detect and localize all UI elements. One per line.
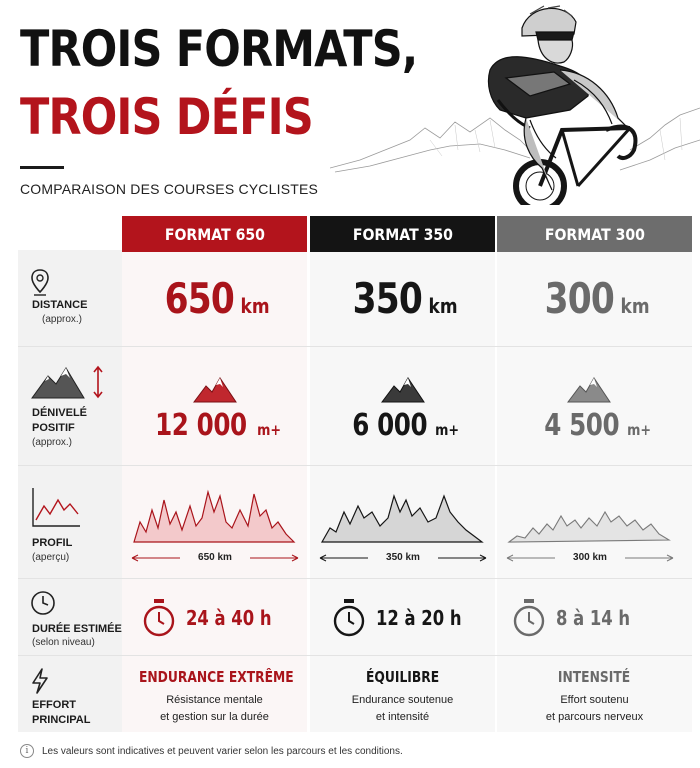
row-divider bbox=[18, 578, 692, 579]
format-300-duration bbox=[512, 598, 646, 638]
format-350-header: FORMAT 350 bbox=[310, 216, 495, 252]
effort-row-title-2: PRINCIPAL bbox=[32, 714, 91, 726]
format-350-effort-description bbox=[310, 692, 495, 726]
format-350-effort-title: ÉQUILIBRE bbox=[365, 668, 440, 686]
duration-value: 12 à 20 h bbox=[376, 606, 462, 630]
title-divider bbox=[20, 166, 64, 169]
clock-icon bbox=[30, 590, 56, 616]
format-350-duration bbox=[332, 598, 480, 638]
stopwatch-icon bbox=[332, 598, 366, 638]
format-650-elevation bbox=[122, 408, 307, 443]
mountain-icon bbox=[30, 364, 106, 400]
distance-value: 350 bbox=[352, 274, 423, 323]
stopwatch-icon bbox=[142, 598, 176, 638]
distance-row-subtitle: (approx.) bbox=[42, 314, 83, 325]
cyclist-illustration bbox=[330, 0, 700, 205]
distance-value: 650 bbox=[164, 274, 235, 323]
duration-value: 24 à 40 h bbox=[186, 606, 272, 630]
profile-row-subtitle: (aperçu) bbox=[32, 552, 70, 563]
lightning-icon bbox=[30, 667, 50, 695]
elevation-unit: m+ bbox=[257, 421, 282, 439]
mountain-icon bbox=[192, 376, 238, 404]
stopwatch-icon bbox=[512, 598, 546, 638]
format-300-elevation bbox=[497, 408, 692, 443]
distance-value: 300 bbox=[544, 274, 615, 323]
format-300-profile-length: 300 km bbox=[555, 552, 625, 563]
elevation-unit: m+ bbox=[435, 421, 460, 439]
elevation-value: 12 000 bbox=[155, 408, 248, 443]
page-subtitle: COMPARAISON DES COURSES CYCLISTES bbox=[20, 181, 319, 197]
duration-row-title: DURÉE ESTIMÉE bbox=[32, 623, 122, 635]
map-pin-icon bbox=[30, 268, 50, 298]
format-300-effort-title: INTENSITÉ bbox=[558, 668, 631, 686]
row-divider bbox=[18, 465, 692, 466]
elevation-unit: m+ bbox=[627, 421, 652, 439]
format-650-header: FORMAT 650 bbox=[122, 216, 307, 252]
footer-note-text: Les valeurs sont indicatives et peuvent varier selon les parcours et les conditions. bbox=[42, 745, 403, 757]
duration-row-subtitle: (selon niveau) bbox=[32, 637, 95, 648]
format-650-duration bbox=[142, 598, 290, 638]
format-300-effort-description bbox=[497, 692, 692, 726]
format-650-effort-description bbox=[122, 692, 307, 726]
format-350-distance bbox=[310, 274, 495, 323]
elevation-row-title-2: POSITIF bbox=[32, 422, 75, 434]
effort-description-line: Effort soutenu bbox=[560, 694, 629, 706]
distance-unit: km bbox=[428, 294, 458, 318]
effort-description-line: et intensité bbox=[375, 711, 430, 723]
effort-description-line: Résistance mentale bbox=[166, 694, 263, 706]
row-divider bbox=[18, 655, 692, 656]
distance-unit: km bbox=[620, 294, 650, 318]
info-icon: i bbox=[20, 744, 34, 758]
effort-description-line: et parcours nerveux bbox=[545, 711, 644, 723]
mountain-icon bbox=[380, 376, 426, 404]
mountain-icon bbox=[566, 376, 612, 404]
elevation-value: 6 000 bbox=[351, 408, 427, 443]
profile-chart-icon bbox=[30, 486, 82, 530]
format-350-elevation bbox=[310, 408, 495, 443]
format-650-profile-length: 650 km bbox=[180, 552, 250, 563]
elevation-row-title-1: DÉNIVELÉ bbox=[32, 407, 88, 419]
format-350-profile-length: 350 km bbox=[368, 552, 438, 563]
page-title-line-1: TROIS FORMATS, bbox=[20, 20, 418, 78]
page-title-line-2: TROIS DÉFIS bbox=[20, 88, 313, 146]
distance-row-title: DISTANCE bbox=[32, 299, 88, 311]
distance-unit: km bbox=[240, 294, 270, 318]
effort-description-line: et gestion sur la durée bbox=[160, 711, 269, 723]
elevation-row-subtitle: (approx.) bbox=[32, 437, 73, 448]
format-300-header: FORMAT 300 bbox=[497, 216, 692, 252]
format-650-effort-title: ENDURANCE EXTRÊME bbox=[138, 668, 294, 686]
format-650-distance bbox=[122, 274, 307, 323]
elevation-value: 4 500 bbox=[543, 408, 619, 443]
footer-disclaimer bbox=[20, 744, 403, 758]
duration-value: 8 à 14 h bbox=[556, 606, 631, 630]
format-300-distance bbox=[497, 274, 692, 323]
row-divider bbox=[18, 346, 692, 347]
profile-row-title: PROFIL bbox=[32, 537, 73, 549]
effort-description-line: Endurance soutenue bbox=[351, 694, 454, 706]
effort-row-title-1: EFFORT bbox=[32, 699, 76, 711]
